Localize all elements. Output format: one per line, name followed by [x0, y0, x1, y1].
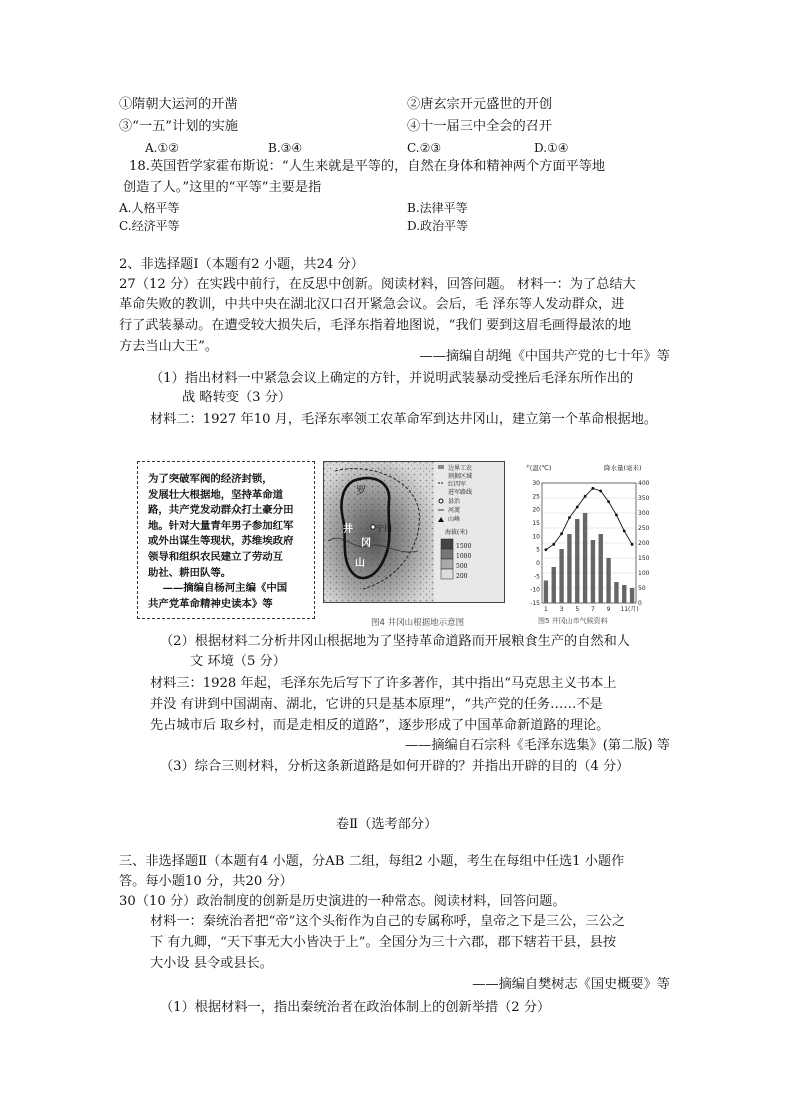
sub-question-2-line2: 文 环境（5 分） — [190, 654, 286, 669]
temperature-point — [592, 487, 595, 490]
sub-question-3: （3）综合三则材料，分析这条新道路是如何开辟的？并指出开辟的目的（4 分） — [160, 759, 630, 774]
map-label-luo: 罗 — [356, 486, 366, 497]
temperature-point — [615, 514, 618, 517]
legend-item-3: 红四军 — [448, 481, 467, 488]
sub-question-1-line1: （1）指出材料一中紧急会议上确定的方针，并说明武装暴动受挫后毛泽东所作出的 — [150, 371, 634, 386]
precip-bar — [606, 558, 610, 603]
q17-option-4: ④十一届三中全会的召开 — [407, 119, 553, 134]
x-tick-label: 3 — [559, 606, 564, 613]
precip-bar — [583, 513, 587, 603]
material-3-line1: 材料三：1928 年起，毛泽东先后写下了许多著作，其中指出“马克思主义书本上 — [150, 676, 617, 691]
q27-line1: 27（12 分）在实践中前行，在反思中创新。阅读材料，回答问题。 材料一：为了总结大 — [119, 277, 636, 292]
q17-choice-d: D.①④ — [534, 141, 569, 155]
quote-box: 为了突破军阀的经济封锁， 发展壮大根据地，坚持革命道 路，共产党发动群众打土豪分田 地。针对大量青年男子参加红军 或外出谋生等现状，苏维埃政府 领导和组织农民建立了劳动互 助社、耕田队等。 ——摘编自杨河主编《中国 共产党革命精神史读本》等 — [137, 461, 315, 619]
precip-bar — [567, 534, 571, 603]
precip-bar — [591, 540, 595, 603]
precip-bar — [630, 588, 634, 603]
left-tick-label: 5 — [536, 546, 540, 554]
sub-question-1-line2: 战 略转变（3 分） — [182, 390, 292, 405]
temperature-point — [599, 490, 602, 493]
left-tick-label: 20 — [532, 506, 540, 514]
right-tick-label: 0 — [638, 600, 642, 607]
q18-choice-d: D.政治平等 — [407, 219, 469, 233]
material-3-line2: 并没 有讲到中国湖南、湖北，它讲的只是基本原理”，“共产党的任务……不是 — [150, 697, 603, 712]
q27-line2: 革命失败的教训，中共中央在湖北汉口召开紧急会议。会后，毛 泽东等人发动群众，进 — [119, 297, 625, 312]
precip-bar — [559, 549, 563, 603]
x-axis-label: (月) — [628, 606, 639, 613]
q18-choice-b: B.法律平等 — [407, 201, 468, 215]
left-tick-label: -15 — [530, 600, 540, 607]
x-tick-label: 9 — [606, 606, 611, 613]
x-tick-label: 1 — [544, 606, 548, 613]
temperature-point — [545, 548, 548, 551]
map-label-ninggang: 宁冈 — [376, 524, 392, 533]
precip-bar — [622, 585, 626, 603]
altitude-level-4: 200 — [456, 573, 468, 580]
precip-bar — [599, 534, 603, 603]
legend-item-4: 进军路线 — [448, 489, 473, 496]
temperature-point — [560, 532, 563, 535]
q30-sub-question-1: （1）根据材料一，指出秦统治者在政治体制上的创新举措（2 分） — [160, 1000, 551, 1015]
q17-choice-b: B.③④ — [268, 141, 303, 155]
precip-bar — [552, 567, 556, 603]
q30-stem: 30（10 分）政治制度的创新是历史演进的一种常态。阅读材料，回答问题。 — [119, 894, 566, 909]
left-tick-label: 25 — [532, 493, 540, 501]
source-citation-3: ——摘编自石宗科《毛泽东选集》(第二版) 等 — [404, 738, 670, 753]
jinggangshan-map — [323, 461, 505, 626]
q30-material1-line3: 大小设 县令或县长。 — [150, 956, 273, 971]
precip-bar — [575, 519, 579, 603]
altitude-swatch-4 — [441, 569, 453, 579]
altitude-swatch-2 — [441, 549, 453, 559]
legend-swatch-county — [439, 499, 443, 503]
section3-line2: 答。每小题10 分，共20 分） — [119, 874, 293, 889]
map-label-shan: 山 — [355, 558, 365, 569]
q17-option-2: ②唐玄宗开元盛世的开创 — [407, 97, 553, 112]
section2-heading: 2、非选择题Ⅰ（本题有2 小题，共24 分） — [119, 257, 364, 272]
left-tick-label: -5 — [534, 573, 540, 581]
q30-material1-line2: 下 有九卿，“天下事无大小皆决于上”。全国分为三十六郡，郡下辖若干县，县按 — [150, 935, 617, 950]
altitude-title: 海拔(米) — [445, 529, 468, 536]
left-tick-label: 10 — [532, 533, 540, 541]
left-tick-label: -10 — [530, 586, 540, 594]
right-tick-label: 50 — [638, 585, 646, 592]
temperature-point — [623, 530, 626, 533]
legend-swatch-base — [438, 465, 444, 469]
climate-chart — [524, 461, 666, 627]
temperature-point — [568, 516, 571, 519]
legend-item-2: 割据区域 — [448, 473, 473, 480]
right-tick-label: 100 — [638, 570, 650, 577]
right-tick-label: 300 — [638, 510, 650, 517]
temperature-point — [576, 506, 579, 509]
material-2-text: 材料二：1927 年10 月，毛泽东率领工农革命军到达井冈山，建立第一个革命根据地。 — [150, 412, 658, 427]
sub-question-2-line1: （2）根据材料二分析井冈山根据地为了坚持革命道路而开展粮食生产的自然和人 — [160, 634, 630, 649]
temperature-line — [546, 488, 632, 549]
altitude-level-3: 500 — [456, 563, 468, 570]
q17-option-1: ①隋朝大运河的开凿 — [119, 97, 238, 112]
temperature-point — [607, 500, 610, 503]
q18-choice-a: A.人格平等 — [119, 201, 180, 215]
q18-choice-c: C.经济平等 — [119, 219, 180, 233]
temperature-point — [631, 543, 634, 546]
right-tick-label: 150 — [638, 555, 650, 562]
right-tick-label: 400 — [638, 480, 650, 487]
map-label-gang: 冈 — [361, 538, 371, 549]
climate-caption: 图5 井冈山市气候资料 — [538, 617, 608, 625]
q18-stem-line1: 18.英国哲学家霍布斯说：“人生来就是平等的，自然在身体和精神两个方面平等地 — [129, 159, 606, 174]
right-tick-label: 250 — [638, 525, 650, 532]
right-axis-label: 降水量(毫米) — [604, 464, 642, 472]
q17-choice-c: C.②③ — [407, 141, 442, 155]
legend-item-7: 山峰 — [448, 516, 461, 523]
altitude-swatch-3 — [441, 559, 453, 569]
part2-title: 卷Ⅱ（选考部分） — [336, 817, 438, 832]
legend-item-1: 边界工农 — [448, 465, 473, 472]
legend-item-5: 县治 — [448, 498, 461, 505]
left-tick-label: 15 — [532, 520, 540, 527]
left-tick-label: 30 — [532, 480, 540, 487]
temperature-point — [584, 495, 587, 498]
q27-line4: 方去当山大王”。 — [119, 339, 219, 354]
material-3-line3: 先占城市后 取乡村，而是走相反的道路”，逐步形成了中国革命新道路的理论。 — [150, 718, 610, 733]
section3-line1: 三、非选择题Ⅱ（本题有4 小题，分AB 二组，每组2 小题，考生在每组中任选1 小题作 — [119, 854, 625, 869]
q17-choice-a: A.①② — [145, 141, 179, 155]
q30-material1-line1: 材料一：秦统治者把“帝”这个头衔作为自己的专属称呼，皇帝之下是三公，三公之 — [150, 914, 626, 929]
precip-bar — [544, 581, 548, 604]
q17-option-3: ③“一五”计划的实施 — [119, 119, 238, 134]
altitude-swatch-1 — [441, 539, 453, 549]
q18-stem-line2: 创造了人。”这里的“平等”主要是指 — [123, 180, 322, 195]
altitude-level-2: 1000 — [456, 553, 472, 560]
precip-bar — [614, 582, 618, 603]
right-tick-label: 350 — [638, 495, 650, 502]
map-label-jing: 井 — [343, 524, 353, 535]
q27-line3: 行了武装暴动。在遭受较大损失后，毛泽东指着地图说，“我们 要到这眉毛画得最浓的地 — [119, 318, 632, 333]
x-tick-label: 7 — [591, 606, 595, 613]
temperature-point — [552, 543, 555, 546]
altitude-level-1: 1500 — [456, 543, 472, 550]
county-seat-marker — [371, 525, 375, 529]
q30-source: ——摘编自樊树志《国史概要》等 — [472, 977, 670, 992]
legend-item-6: 河流 — [448, 507, 461, 514]
left-axis-label: 气温(℃) — [526, 464, 552, 472]
x-tick-label: 11 — [620, 606, 629, 613]
source-citation-1: ——摘编自胡绳《中国共产党的七十年》等 — [419, 349, 670, 364]
x-tick-label: 5 — [575, 606, 580, 613]
map-caption: 图4 井冈山根据地示意图 — [371, 618, 465, 628]
left-tick-label: 0 — [536, 560, 540, 567]
right-tick-label: 200 — [638, 540, 650, 547]
